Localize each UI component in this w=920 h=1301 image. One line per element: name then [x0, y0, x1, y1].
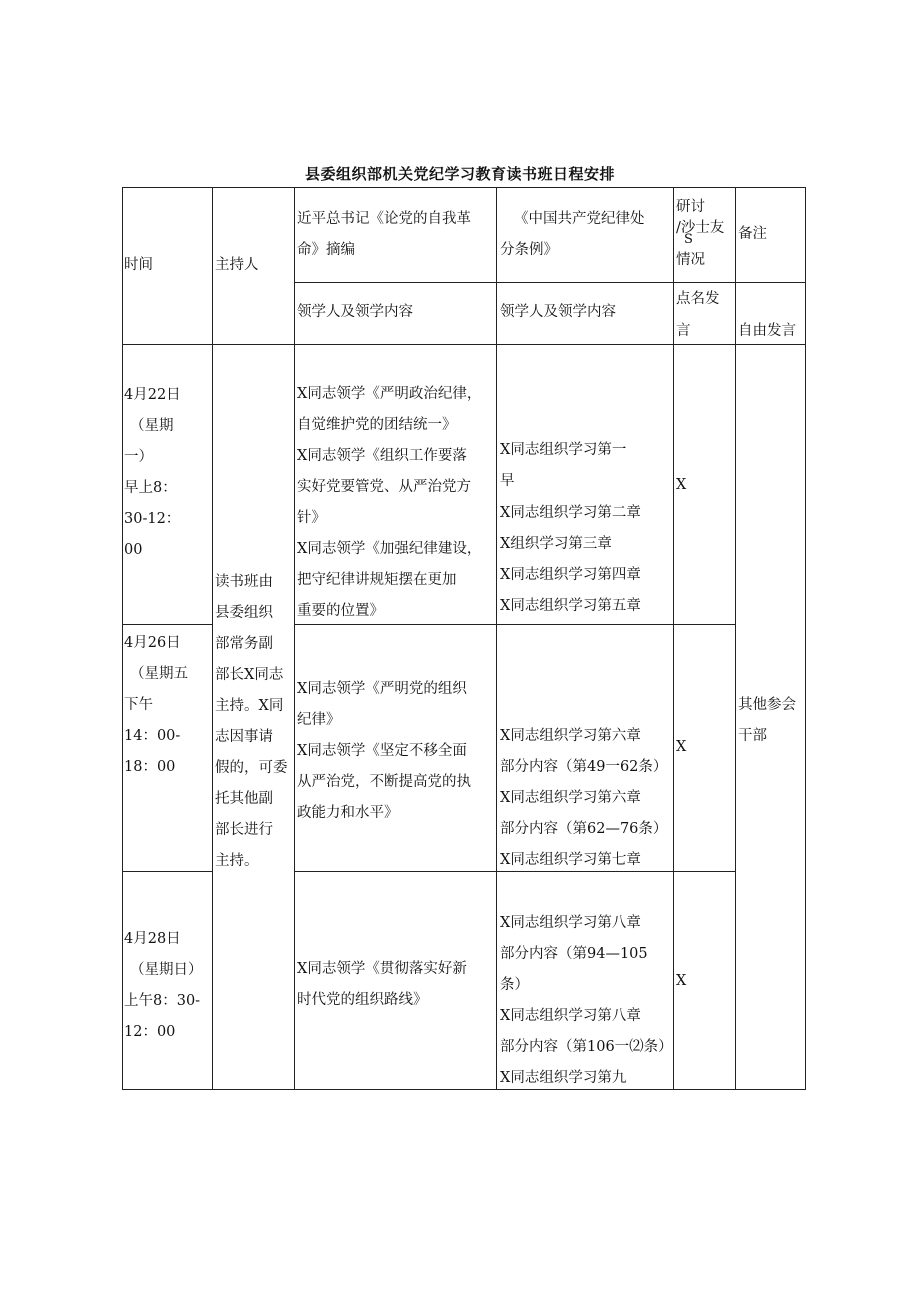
schedule-table — [122, 187, 806, 1090]
book2-line: X同志组织学习第五章 — [500, 598, 641, 614]
book1-line: X同志领学《严明政治纪律， — [297, 386, 482, 402]
book1-line: 实好党要管党、从严治党方 — [297, 479, 471, 495]
table-border-bottom — [122, 1089, 806, 1090]
book1-line: X同志领学《加强纪律建设， — [297, 541, 482, 557]
book1-line: 重要的位置》 — [297, 603, 384, 619]
book1-line: X同志领学《严明党的组织 — [297, 681, 467, 697]
book1-line: 从严治党，不断提高党的执 — [297, 774, 471, 790]
time-line: 12：00 — [124, 1024, 176, 1040]
time-line: （星期五 — [130, 666, 188, 682]
book2-line: X同志组织学习第八章 — [500, 915, 641, 931]
remarks-line: 干部 — [738, 728, 767, 744]
book2-line: X同志组织学习第二章 — [500, 505, 641, 521]
row-divider-session2 — [122, 871, 213, 872]
time-line: 14：00- — [124, 728, 181, 744]
host-line: 部长X同志 — [215, 667, 284, 683]
col-divider-host — [294, 187, 295, 1090]
header-book2-line2: 分条例》 — [500, 242, 558, 258]
session-1-named: X — [676, 477, 687, 493]
time-line: （星期日） — [130, 962, 203, 978]
time-line: 4月28日 — [124, 931, 181, 947]
header-book1-line2: 命》摘编 — [297, 242, 355, 258]
header-named-line1: 点名发 — [676, 291, 720, 307]
book2-line: 部分内容（第62—76条） — [500, 821, 668, 837]
host-line: 主持。 — [215, 853, 259, 869]
table-border-top — [122, 187, 806, 188]
row-divider-session1 — [122, 624, 213, 625]
book2-line: X同志组织学习第七章 — [500, 852, 641, 868]
header-remarks: 备注 — [738, 226, 767, 242]
book1-line: 针》 — [297, 510, 326, 526]
time-line: 早上8： — [124, 480, 177, 496]
header-book2-line1: 《中国共产党纪律处 — [514, 211, 645, 227]
host-line: 主持。X同 — [215, 698, 284, 714]
header-lead1: 领学人及领学内容 — [297, 304, 413, 320]
book2-line: X同志组织学习第六章 — [500, 790, 641, 806]
book1-line: X同志领学《坚定不移全面 — [297, 743, 467, 759]
col-divider-discussion — [735, 187, 736, 1090]
row-divider-header-end — [122, 344, 806, 345]
table-border-left — [122, 187, 123, 1090]
book2-line: X同志组织学习第八章 — [500, 1008, 641, 1024]
header-book1-line1: 近平总书记《论党的自我革 — [297, 211, 471, 227]
host-line: 部常务副 — [215, 636, 273, 652]
header-discussion-line3: S — [684, 232, 693, 247]
book2-line: X同志组织学习第六章 — [500, 728, 641, 744]
time-line: 30-12： — [124, 511, 181, 527]
book1-line: X同志领学《贯彻落实好新 — [297, 961, 467, 977]
host-line: 县委组织 — [215, 605, 273, 621]
header-free: 自由发言 — [738, 323, 796, 339]
header-discussion-line4: 情况 — [676, 252, 705, 268]
host-line: 假的，可委 — [215, 760, 288, 776]
book2-line: X同志组织学习第九 — [500, 1070, 627, 1086]
remarks-line: 其他参会 — [738, 697, 796, 713]
host-line: 读书班由 — [215, 574, 273, 590]
book2-line: 早 — [500, 473, 515, 489]
book2-line: X同志组织学习第四章 — [500, 567, 641, 583]
header-lead2: 领学人及领学内容 — [500, 304, 616, 320]
header-host: 主持人 — [215, 257, 259, 273]
row-divider-header-sub — [295, 282, 736, 283]
header-named-line2: 言 — [676, 323, 691, 339]
time-line: 上午8：30- — [124, 993, 201, 1009]
book2-line: X组织学习第三章 — [500, 536, 612, 552]
time-line: 一） — [124, 449, 153, 465]
book1-line: 自觉维护党的团结统一》 — [297, 417, 457, 433]
header-discussion-line1: 研讨 — [676, 199, 705, 215]
table-border-right — [805, 187, 806, 1090]
book2-line: X同志组织学习第一 — [500, 442, 627, 458]
host-line: 志因事请 — [215, 729, 273, 745]
col-divider-time — [212, 187, 213, 1090]
col-divider-book1 — [496, 187, 497, 1090]
book2-line: 部分内容（第94—105 — [500, 946, 648, 962]
book2-line: 条） — [500, 977, 529, 993]
book1-line: 纪律》 — [297, 712, 341, 728]
host-line: 托其他副 — [215, 791, 273, 807]
time-line: （星期 — [130, 418, 174, 434]
book2-line: 部分内容（第106一⑵条） — [500, 1039, 673, 1055]
time-line: 4月26日 — [124, 635, 181, 651]
time-line: 下午 — [124, 697, 153, 713]
session-3-named: X — [676, 973, 687, 989]
book1-line: 政能力和水平》 — [297, 805, 399, 821]
row-divider-remarks-sub — [735, 282, 806, 283]
book1-line: 时代党的组织路线》 — [297, 992, 428, 1008]
time-line: 18：00 — [124, 759, 176, 775]
document-title: 县委组织部机关党纪学习教育读书班日程安排 — [304, 165, 615, 183]
header-time: 时间 — [124, 257, 153, 273]
host-line: 部长进行 — [215, 822, 273, 838]
time-line: 4月22日 — [124, 387, 181, 403]
time-line: 00 — [124, 542, 143, 558]
col-divider-book2 — [673, 187, 674, 1090]
session-2-named: X — [676, 739, 687, 755]
book1-line: 把守纪律讲规矩摆在更加 — [297, 572, 457, 588]
book1-line: X同志领学《组织工作要落 — [297, 448, 467, 464]
book2-line: 部分内容（第49一62条） — [500, 759, 668, 775]
header-discussion-line2: /沙士友 — [676, 220, 725, 236]
